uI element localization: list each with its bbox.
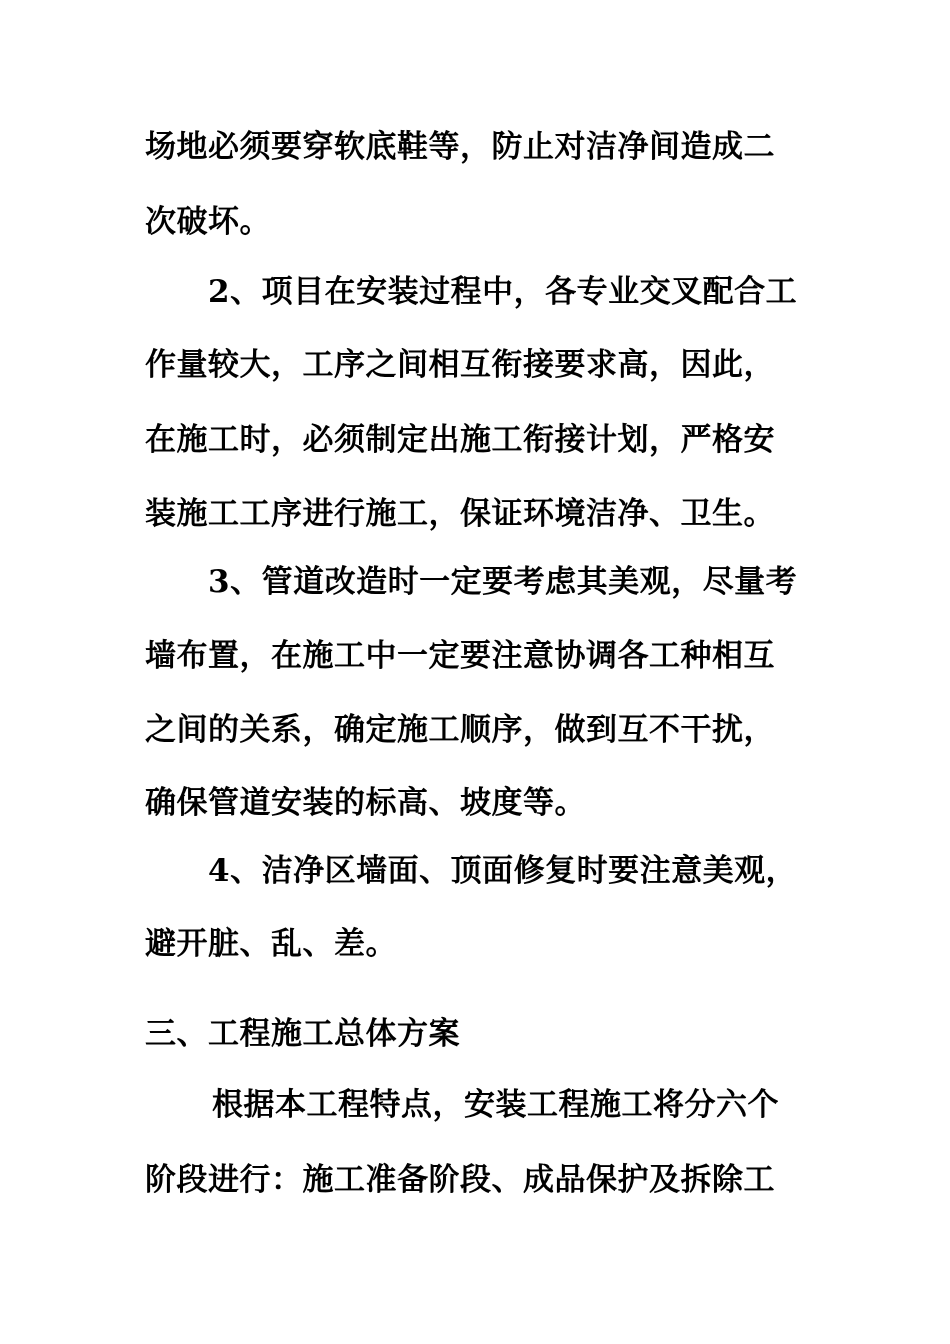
section-paragraph-line-1: 根据本工程特点，安装工程施工将分六个: [212, 1087, 779, 1123]
item-4-line-2: 避开脏、乱、差。: [145, 926, 397, 962]
section-heading: 三、工程施工总体方案: [145, 1016, 460, 1052]
item-4-line-1: 4、洁净区墙面、顶面修复时要注意美观，: [208, 853, 798, 889]
paragraph-1-line-1: 场地必须要穿软底鞋等，防止对洁净间造成二: [145, 129, 775, 165]
item-3-line-1: 3、管道改造时一定要考虑其美观，尽量考: [208, 564, 798, 600]
item-3-line-3: 之间的关系，确定施工顺序，做到互不干扰，: [145, 712, 775, 748]
item-2-line-2: 作量较大，工序之间相互衔接要求高，因此，: [145, 347, 775, 383]
item-2-line-1: 2、项目在安装过程中，各专业交叉配合工: [208, 274, 798, 310]
item-3-line-4: 确保管道安装的标高、坡度等。: [145, 785, 586, 821]
paragraph-1-line-2: 次破坏。: [145, 204, 271, 240]
section-paragraph-line-2: 阶段进行：施工准备阶段、成品保护及拆除工: [145, 1162, 775, 1198]
item-2-line-4: 装施工工序进行施工，保证环境洁净、卫生。: [145, 496, 775, 532]
item-2-line-3: 在施工时，必须制定出施工衔接计划，严格安: [145, 422, 775, 458]
item-3-line-2: 墙布置，在施工中一定要注意协调各工种相互: [145, 638, 775, 674]
